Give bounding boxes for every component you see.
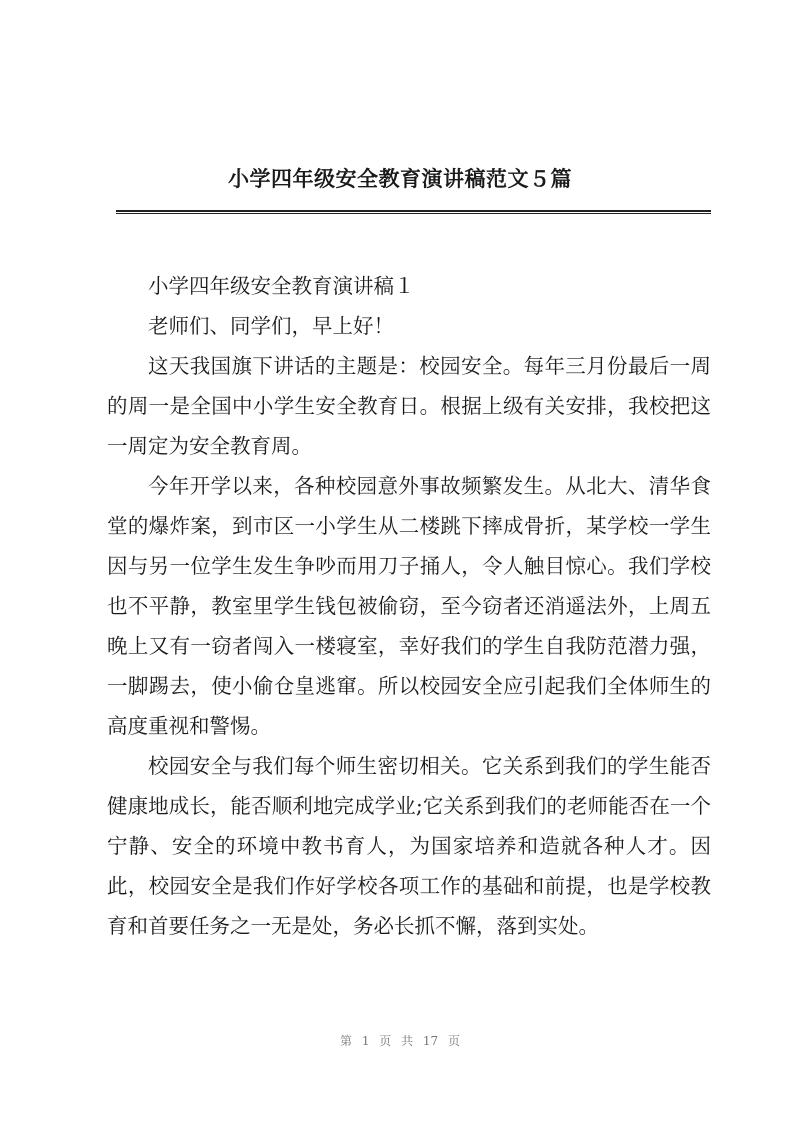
title-divider	[116, 210, 711, 214]
body-paragraph: 今年开学以来，各种校园意外事故频繁发生。从北大、清华食堂的爆炸案，到市区一小学生从二楼跳下摔成骨折，某学校一学生因与另一位学生发生争吵而用刀子捅人，令人触目惊心。我们学校也不平静，教室里学生钱包被偷窃，至今窃者还消遥法外，上周五晚上又有一窃者闯入一楼寝室，幸好我们的学生自我防范潜力强，一脚踢去，使小偷仓皇逃窜。所以校园安全应引起我们全体师生的高度重视和警惕。	[107, 474, 711, 738]
page-number-footer: 第 1 页 共 17 页	[340, 1034, 460, 1048]
greeting-paragraph: 老师们、同学们，早上好！	[148, 314, 394, 338]
body-paragraph: 这天我国旗下讲话的主题是：校园安全。每年三月份最后一周的周一是全国中小学生安全教育日。根据上级有关安排，我校把这一周定为安全教育周。	[107, 354, 711, 458]
body-paragraph: 校园安全与我们每个师生密切相关。它关系到我们的学生能否健康地成长，能否顺利地完成学业;它关系到我们的老师能否在一个宁静、安全的环境中教书育人，为国家培养和造就各种人才。因此，校园安全是我们作好学校各项工作的基础和前提，也是学校教育和首要任务之一无是处，务必长抓不懈，落到实处。	[107, 754, 711, 938]
section-heading: 小学四年级安全教育演讲稿１	[148, 274, 415, 298]
document-body	[107, 266, 711, 946]
document-title: 小学四年级安全教育演讲稿范文５篇	[228, 166, 572, 191]
